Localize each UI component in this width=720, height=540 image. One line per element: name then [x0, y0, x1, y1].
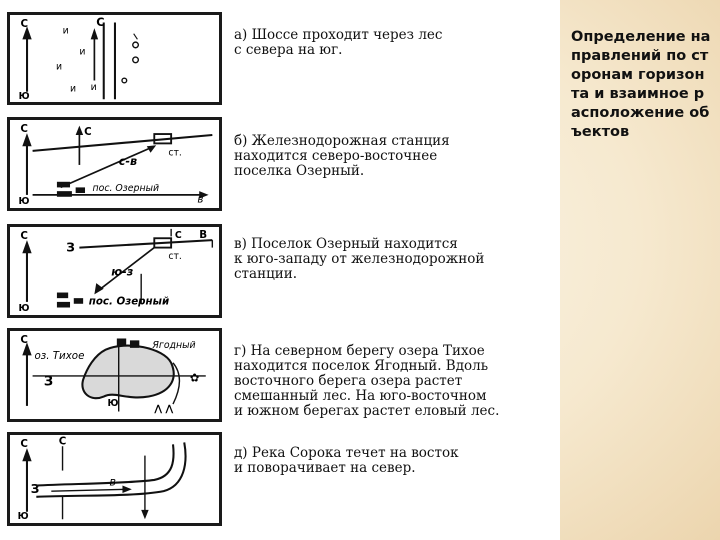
village-icon [76, 187, 85, 193]
forest-mark: и [62, 25, 69, 37]
lake-label: оз. Тихое [34, 350, 85, 363]
north-label: С [20, 18, 29, 31]
sketch-e [10, 435, 219, 523]
task-c-text: в) Поселок Озерный находится к юго-западу от железнодорожной станции. [234, 236, 485, 282]
village-label: пос. Озерный [92, 183, 160, 195]
sketch-d [10, 331, 219, 419]
panel-d-sketch [7, 328, 222, 422]
forest-mark: и [56, 61, 63, 73]
north-label: С [20, 334, 28, 347]
south-label: Ю [18, 196, 30, 208]
west-label: З [30, 482, 40, 497]
forest-mark: и [70, 83, 77, 95]
direction-label: ю-з [111, 265, 134, 279]
south-label: Ю [107, 397, 119, 409]
north-label: С [20, 123, 28, 136]
lake-icon [82, 346, 173, 399]
river-bank [36, 442, 185, 496]
west-label: З [43, 374, 54, 390]
arrow-icon [94, 283, 103, 294]
station-label: ст. [168, 250, 182, 262]
task-d-text: г) На северном берегу озера Тихое находится поселок Ягодный. Вдоль восточного берега озера растет смешанный лес. На юго-восточном и южном берегах растет еловый лес. [234, 343, 500, 419]
forest-mark: и [79, 46, 86, 58]
south-label: Ю [18, 91, 30, 102]
forest-mark: и [90, 81, 97, 93]
task-b-text: б) Железнодорожная станция находится северо-восточнее поселка Озерный. [234, 133, 450, 179]
svg-text:С: С [96, 16, 105, 30]
panel-a-sketch [7, 12, 222, 105]
sketch-a [10, 15, 219, 102]
spruce-forest-icon: ⋀ ⋀ [154, 403, 174, 415]
direction-label: с-в [118, 154, 138, 168]
village-label: Ягодный [152, 339, 196, 351]
south-label: Ю [18, 303, 30, 315]
arrow-icon [141, 510, 148, 519]
railway-line [79, 240, 212, 247]
railway-line [33, 135, 213, 151]
east-label: в [109, 475, 116, 489]
sketch-b [10, 120, 219, 208]
slide-title: Определение направлений по сторонам горизонта и взаимное расположение объектов [571, 29, 711, 140]
arrow-icon [76, 126, 83, 135]
task-a-text: а) Шоссе проходит через лес с севера на юг. [234, 27, 443, 58]
east-label: в [197, 193, 204, 206]
sketch-c [10, 227, 219, 315]
svg-text:С: С [58, 435, 67, 448]
panel-c-sketch [7, 224, 222, 318]
arrow-north-label: С [174, 230, 182, 242]
east-label: В [199, 229, 208, 242]
north-label: С [20, 230, 28, 243]
tree-icon [122, 78, 127, 83]
task-e-text: д) Река Сорока течет на восток и поворачивает на север. [234, 445, 459, 476]
south-label: Ю [17, 511, 29, 523]
village-label: пос. Озерный [88, 295, 170, 308]
arrow-icon [122, 486, 131, 493]
mixed-forest-icon: ✿ [189, 371, 200, 385]
village-icon [74, 298, 83, 304]
village-icon [117, 338, 126, 345]
north-label: С [20, 438, 28, 451]
west-label: З [66, 240, 75, 255]
arrow-icon [91, 28, 98, 39]
direction-arrow [61, 146, 155, 187]
panel-b-sketch [7, 117, 222, 211]
arrow-north-label: С [84, 125, 92, 138]
panel-e-sketch [7, 432, 222, 526]
river-bank [36, 444, 173, 485]
station-label: ст. [168, 147, 182, 159]
village-icon [130, 340, 139, 347]
tree-icon [133, 57, 139, 63]
tree-icon [133, 42, 139, 48]
